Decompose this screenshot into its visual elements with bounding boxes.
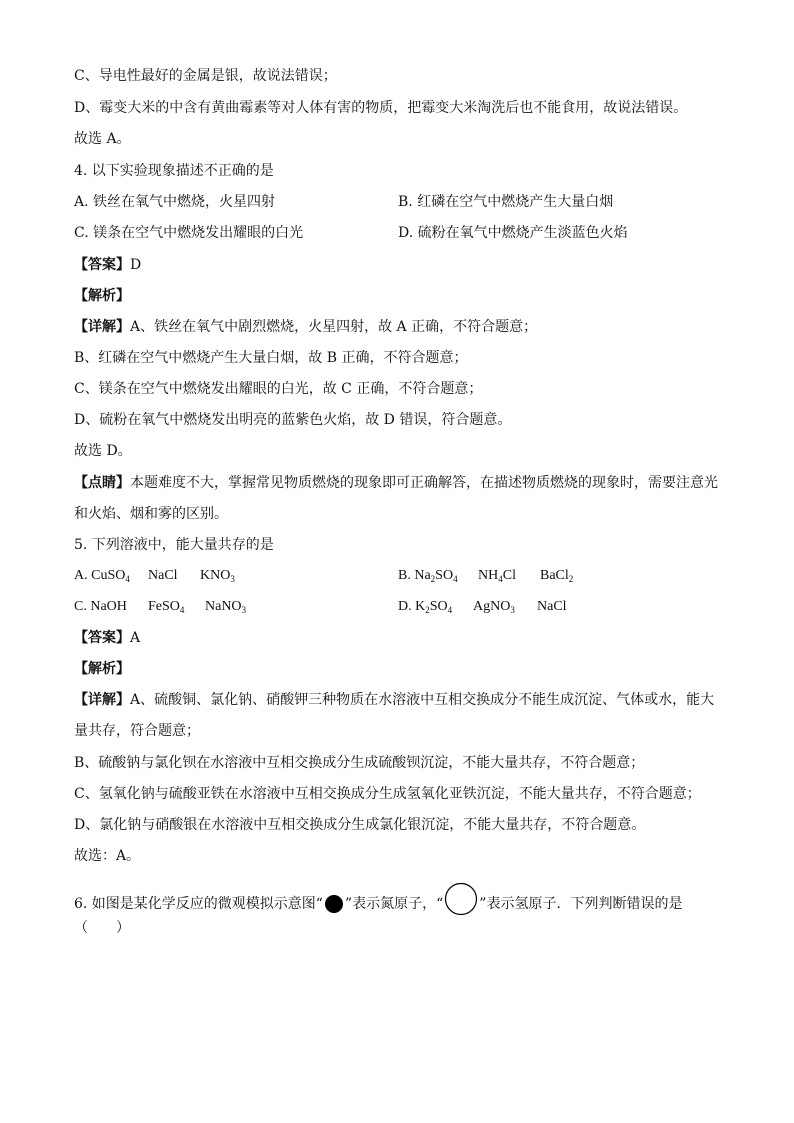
question-4-option-c: C. 镁条在空气中燃烧发出耀眼的白光 — [74, 225, 304, 241]
formula: FeSO$_4$ — [148, 599, 185, 615]
formula: BaCl$_2$ — [540, 568, 574, 584]
tip-text: 本题难度不大，掌握常见物质燃烧的现象即可正确解答，在描述物质燃烧的现象时，需要注意光 — [130, 475, 718, 491]
question-5-option-b: B. $Na_2SO_4$ — [398, 568, 458, 584]
analysis-tag: 【解析】 — [74, 661, 130, 677]
detail-line — [74, 317, 537, 337]
formula: NaCl — [537, 599, 567, 614]
detail-tag: 【详解】 — [74, 692, 130, 708]
tip-tag: 【点睛】 — [74, 475, 130, 491]
answer-parentheses: （ ） — [74, 920, 130, 936]
text-line: 故选 D。 — [74, 443, 132, 459]
question-5-option-d: D. $K_2SO_4$ — [398, 599, 453, 615]
question-4-stem: 4. 以下实验现象描述不正确的是 — [74, 163, 274, 179]
text-line: 故选：A。 — [74, 848, 141, 864]
formula: $NH_4Cl$ — [478, 568, 516, 584]
text-line: 故选 A。 — [74, 131, 131, 147]
text-line: C、导电性最好的金属是银，故说法错误； — [74, 68, 337, 84]
detail-line — [74, 690, 714, 710]
answer-value: D — [130, 257, 142, 273]
question-4-option-a: A. 铁丝在氧气中燃烧，火星四射 — [74, 194, 276, 210]
tip-line — [74, 473, 718, 493]
detail-tag: 【详解】 — [74, 319, 130, 335]
answer-line — [74, 628, 140, 648]
question-6-stem: 6. 如图是某化学反应的微观模拟示意图“ ”表示氮原子，“ ”表示氢原子．下列判断错误的是 — [74, 882, 682, 920]
text-line: D、霉变大米的中含有黄曲霉素等对人体有害的物质，把霉变大米淘洗后也不能食用，故说法错误。 — [74, 100, 688, 116]
text-line: 和火焰、烟和雾的区别。 — [74, 506, 228, 522]
detail-text: A、铁丝在氧气中剧烈燃烧，火星四射，故 A 正确，不符合题意； — [130, 319, 538, 335]
text-line: D、氯化钠与硝酸银在水溶液中互相交换成分生成氯化银沉淀，不能大量共存，不符合题意。 — [74, 817, 646, 833]
answer-value: A — [130, 630, 141, 646]
answer-tag: 【答案】 — [74, 630, 130, 646]
text-line: C、镁条在空气中燃烧发出耀眼的白光，故 C 正确，不符合题意； — [74, 381, 483, 397]
formula: $KNO_3$ — [200, 568, 235, 584]
question-4-option-b: B. 红磷在空气中燃烧产生大量白烟 — [398, 194, 614, 210]
text-line: 量共存，符合题意； — [74, 723, 200, 739]
question-4-option-d: D. 硫粉在氧气中燃烧产生淡蓝色火焰 — [398, 225, 628, 241]
question-5-option-a: A. CuSO$_4$ — [74, 568, 130, 584]
analysis-tag: 【解析】 — [74, 288, 130, 304]
formula: AgNO$_3$ — [473, 599, 515, 615]
text-line: B、红磷在空气中燃烧产生大量白烟，故 B 正确，不符合题意； — [74, 350, 468, 366]
text-line: D、硫粉在氧气中燃烧发出明亮的蓝紫色火焰，故 D 错误，符合题意。 — [74, 412, 512, 428]
detail-text: A、硫酸铜、氯化钠、硝酸钾三种物质在水溶液中互相交换成分不能生成沉淀、气体或水，能大 — [130, 692, 715, 708]
filled-circle-icon — [324, 894, 344, 920]
text-line: B、硫酸钠与氯化钡在水溶液中互相交换成分生成硫酸钡沉淀，不能大量共存，不符合题意； — [74, 755, 645, 771]
formula: NaNO$_3$ — [205, 599, 247, 615]
formula: NaCl — [148, 568, 178, 583]
answer-line — [74, 255, 141, 275]
answer-tag: 【答案】 — [74, 257, 130, 273]
question-5-option-c: C. NaOH — [74, 599, 127, 614]
question-5-stem: 5. 下列溶液中，能大量共存的是 — [74, 537, 274, 553]
text-line: C、氢氧化钠与硫酸亚铁在水溶液中互相交换成分生成氢氧化亚铁沉淀，不能大量共存，不符合题意； — [74, 786, 701, 802]
empty-circle-icon — [444, 882, 478, 920]
